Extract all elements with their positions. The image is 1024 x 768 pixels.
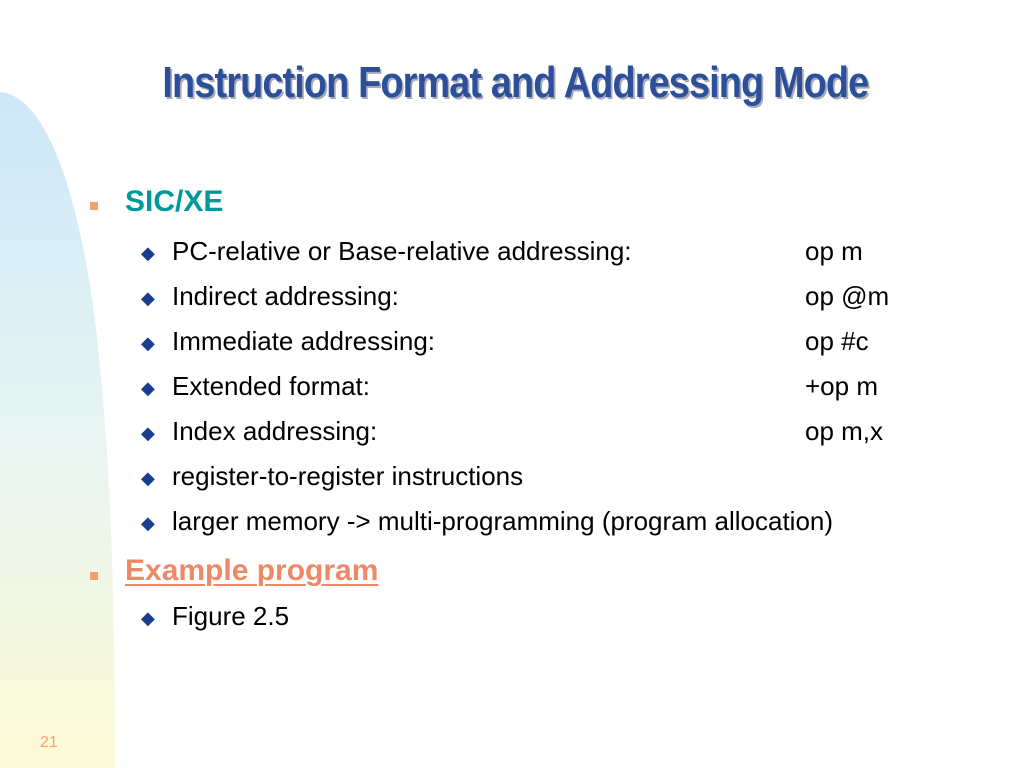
slide-title: Instruction Format and Addressing Mode bbox=[162, 58, 869, 107]
diamond-bullet-icon: ◆ bbox=[141, 288, 155, 308]
diamond-bullet-icon: ◆ bbox=[141, 608, 155, 628]
side-gradient-shape bbox=[0, 92, 115, 768]
diamond-bullet-icon: ◆ bbox=[141, 378, 155, 398]
example-program-link[interactable]: Example program bbox=[125, 554, 379, 587]
section-heading-sicxe: SIC/XE bbox=[125, 185, 224, 218]
list-item-value: op @m bbox=[805, 281, 890, 311]
list-item-label: Index addressing: bbox=[172, 416, 378, 446]
list-item-label: Indirect addressing: bbox=[172, 281, 399, 311]
list-item-value: op m,x bbox=[805, 416, 884, 446]
diamond-bullet-icon: ◆ bbox=[141, 423, 155, 443]
list-item-label: PC-relative or Base-relative addressing: bbox=[172, 236, 632, 266]
list-item-label: Extended format: bbox=[172, 371, 370, 401]
list-item-label: Immediate addressing: bbox=[172, 326, 436, 356]
square-bullet-icon bbox=[90, 572, 98, 580]
diamond-bullet-icon: ◆ bbox=[141, 468, 155, 488]
square-bullet-icon bbox=[90, 202, 98, 210]
list-item-value: op m bbox=[805, 236, 863, 266]
list-item-value: op #c bbox=[805, 326, 869, 356]
list-item-label: Figure 2.5 bbox=[172, 601, 290, 631]
list-item-label: larger memory -> multi-programming (program allocation) bbox=[172, 506, 834, 536]
list-item-label: register-to-register instructions bbox=[172, 461, 524, 491]
list-item-value: +op m bbox=[805, 371, 878, 401]
diamond-bullet-icon: ◆ bbox=[141, 513, 155, 533]
page-number: 21 bbox=[40, 734, 58, 751]
diamond-bullet-icon: ◆ bbox=[141, 333, 155, 353]
diamond-bullet-icon: ◆ bbox=[141, 243, 155, 263]
